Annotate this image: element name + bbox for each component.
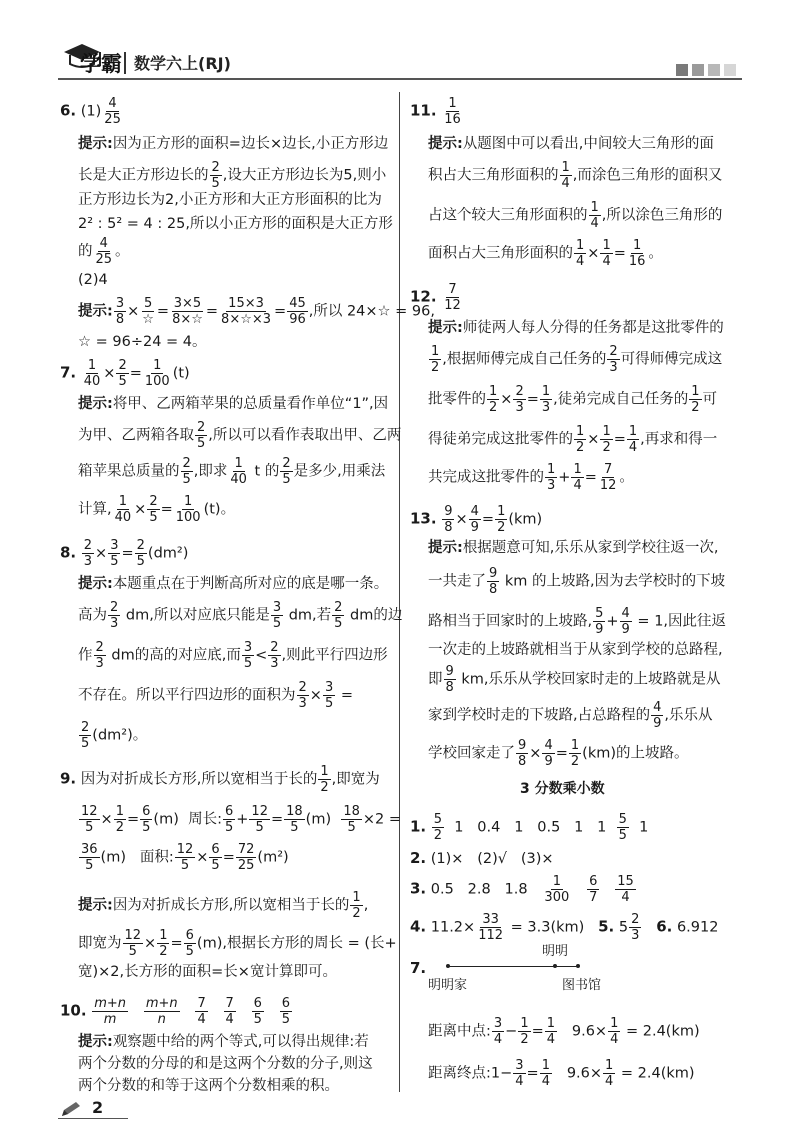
q12-hint-line: 提示:师徒两人每人分得的任务都是这批零件的 (428, 320, 724, 336)
map-label-library: 图书馆 (562, 978, 602, 993)
q6-part2-answer: (2)4 (78, 272, 108, 288)
q11-answer: 11. $\frac{1}{16}$ (410, 96, 461, 127)
q13-answer: 13. $\frac{9}{8}$ × $\frac{4}{9}$ = $\frac{1}{2}$ (km) (410, 504, 543, 535)
q10-hint-line: 两个分数的和等于这两个分数相乘的积。 (78, 1078, 339, 1094)
q6-hint-line: 提示:因为正方形的面积=边长×边长,小正方形边 (78, 136, 389, 152)
q12-hint-line: 批零件的 $\frac{1}{2}$ × $\frac{2}{3}$ = $\frac{1}{3}$ ,徒弟完成自己任务的 $\frac{1}{2}$ 可 (428, 384, 718, 415)
q7-answer: 7. $\frac{1}{40}$ × $\frac{2}{5}$ = $\frac{1}{100}$ (t) (60, 358, 190, 389)
map-label-home: 明明家 (428, 978, 468, 993)
s1-answer: 1. $\frac{5}{2}$ 1 0.4 1 0.5 1 1 $\frac{5}{5}$ 1 (410, 812, 649, 843)
q13-hint-line: 即 $\frac{9}{8}$ km,乐乐从学校回家时走的上坡路就是从 (428, 664, 721, 695)
q9-hint-line: 即宽为 $\frac{12}{5}$ × $\frac{1}{2}$ = $\frac{6}{5}$ (m),根据长方形的周长 = (长+ (78, 928, 397, 959)
q13-hint-line: 一次走的上坡路就相当于从家到学校的总路程, (428, 642, 723, 658)
footer-rule (58, 1118, 128, 1119)
q13-hint-line: 路相当于回家时的上坡路, $\frac{5}{9}$ + $\frac{4}{9}$ = 1,因此往返 (428, 606, 727, 637)
q12-answer: 12. $\frac{7}{12}$ (410, 282, 461, 313)
map-label-mingming: 明明 (542, 944, 569, 959)
q8-hint-line: 提示:本题重点在于判断高所对应的底是哪一条。 (78, 576, 389, 592)
q9-hint-line: 宽)×2,长方形的面积=长×宽计算即可。 (78, 964, 337, 980)
q7-hint-line: 为甲、乙两箱各取 $\frac{2}{5}$ ,所以可以看作表取出甲、乙两 (78, 420, 402, 451)
q11-hint-line: 面积占大三角形面积的 $\frac{1}{4}$ × $\frac{1}{4}$ = $\frac{1}{16}$ 。 (428, 238, 663, 269)
s3-answer: 3. 0.5 2.8 1.8 $\frac{1}{300}$ $\frac{6}{7}$ $\frac{15}{4}$ (410, 874, 634, 905)
header-decor-square (708, 64, 720, 76)
map-point-home (446, 964, 450, 968)
header-separator (124, 52, 126, 74)
q6-hint-line: 2² : 5² = 4 : 25,所以小正方形的面积是大正方形 (78, 216, 393, 232)
section-title: 3 分数乘小数 (520, 781, 605, 797)
header-decor-square (692, 64, 704, 76)
q13-hint-line: 提示:根据题意可知,乐乐从家到学校往返一次, (428, 540, 719, 556)
header-decor-square (724, 64, 736, 76)
q12-hint-line: 得徒弟完成这批零件的 $\frac{1}{2}$ × $\frac{1}{2}$ = $\frac{1}{4}$ ,再求和得一 (428, 424, 718, 455)
q11-hint-line: 提示:从题图中可以看出,中间较大三角形的面 (428, 136, 714, 152)
q7-hint-line: 提示:将甲、乙两箱苹果的总质量看作单位“1”,因 (78, 396, 389, 412)
book-title: 数学六上(RJ) (134, 54, 231, 73)
q6-hint-line: 正方形边长为2,小正方形和大正方形面积的比为 (78, 192, 382, 208)
q9-answer-line: $\frac{12}{5}$ × $\frac{1}{2}$ = $\frac{6}{5}$ (m) 周长: $\frac{6}{5}$ + $\frac{12}{5}$ = $\frac{18}{5}$ (m) $\frac{18}{5}$ ×2 = (81, 804, 402, 835)
column-divider (399, 92, 400, 1092)
q8-hint-line: 不存在。所以平行四边形的面积为 $\frac{2}{3}$ × $\frac{3}{5}$ = (78, 680, 353, 711)
q11-hint-line: 占这个较大三角形面积的 $\frac{1}{4}$ ,所以涂色三角形的 (428, 200, 723, 231)
q6-hint-line: ☆ = 96÷24 = 4。 (78, 334, 207, 350)
q13-hint-line: 家到学校时走的下坡路,占总路程的 $\frac{4}{9}$ ,乐乐从 (428, 700, 713, 731)
q6-hint-line: 长是大正方形边长的 $\frac{2}{5}$ ,设大正方形边长为5,则小 (78, 160, 387, 191)
map-line (448, 966, 578, 967)
s2-answer: 2. (1)× (2)√ (3)× (410, 849, 554, 867)
q10-hint-line: 两个分数的分母的和是这两个分数的分子,则这 (78, 1056, 373, 1072)
q7-hint-line: 箱苹果总质量的 $\frac{2}{5}$ ,即求 $\frac{1}{40}$ t 的 $\frac{2}{5}$ 是多少,用乘法 (78, 456, 386, 487)
pencil-icon (60, 1100, 86, 1118)
map-point-library (576, 964, 580, 968)
q10-answer: 10. $\frac{m+n}{m}$ $\frac{m+n}{n}$ $\frac{7}{4}$ $\frac{7}{4}$ $\frac{6}{5}$ $\frac{6}{5}$ (60, 996, 291, 1027)
s7-number: 7. (410, 959, 427, 977)
q9-answer: 9. 因为对折成长方形,所以宽相当于长的 $\frac{1}{2}$ ,即宽为 (60, 764, 380, 795)
header-decor-square (676, 64, 688, 76)
brand-name: 学霸 (80, 52, 122, 76)
q8-answer: 8. $\frac{2}{3}$ × $\frac{3}{5}$ = $\frac{2}{5}$ (dm²) (60, 538, 189, 569)
q10-hint-line: 提示:观察题中给的两个等式,可以得出规律:若 (78, 1034, 369, 1050)
s7-mid-distance: 距离中点: $\frac{3}{4}$ − $\frac{1}{2}$ = $\frac{1}{4}$ 9.6× $\frac{1}{4}$ = 2.4(km) (428, 1016, 700, 1047)
q13-hint-line: 一共走了 $\frac{9}{8}$ km 的上坡路,因为去学校时的下坡 (428, 566, 726, 597)
q13-hint-line: 学校回家走了 $\frac{9}{8}$ × $\frac{4}{9}$ = $\frac{1}{2}$ (km)的上坡路。 (428, 738, 689, 769)
q7-hint-line: 计算, $\frac{1}{40}$ × $\frac{2}{5}$ = $\frac{1}{100}$ (t)。 (78, 494, 236, 525)
q12-hint-line: 共完成这批零件的 $\frac{1}{3}$ + $\frac{1}{4}$ = $\frac{7}{12}$ 。 (428, 462, 634, 493)
q8-hint-line: 作 $\frac{2}{3}$ dm的高的对应底,而 $\frac{3}{5}$ < $\frac{2}{3}$ ,则此平行四边形 (78, 640, 388, 671)
map-point-mingming (553, 964, 557, 968)
q8-hint-line: $\frac{2}{5}$ (dm²)。 (81, 720, 148, 751)
s4-answer: 4. 11.2× $\frac{33}{112}$ = 3.3(km) 5. 5 $\frac{2}{3}$ 6. 6.912 (410, 912, 719, 943)
q12-hint-line: $\frac{1}{2}$ ,根据师傅完成自己任务的 $\frac{2}{3}$ 可得师傅完成这 (431, 344, 723, 375)
header-rule (58, 78, 742, 80)
s7-end-distance: 距离终点:1− $\frac{3}{4}$ = $\frac{1}{4}$ 9.6× $\frac{1}{4}$ = 2.4(km) (428, 1058, 695, 1089)
q9-answer-line: $\frac{36}{5}$ (m) 面积: $\frac{12}{5}$ × $\frac{6}{5}$ = $\frac{72}{25}$ (m²) (81, 842, 289, 873)
page-number: 2 (92, 1098, 104, 1117)
q6-answer: 6. (1) $\frac{4}{25}$ (60, 96, 121, 127)
q8-hint-line: 高为 $\frac{2}{3}$ dm,所以对应底只能是 $\frac{3}{5}$ dm,若 $\frac{2}{5}$ dm的边 (78, 600, 403, 631)
q11-hint-line: 积占大三角形面积的 $\frac{1}{4}$ ,而涂色三角形的面积又 (428, 160, 723, 191)
q9-hint-line: 提示:因为对折成长方形,所以宽相当于长的 $\frac{1}{2}$ , (78, 890, 369, 921)
q6-hint-line: 提示: $\frac{3}{8}$ × $\frac{5}{☆}$ = $\frac{3\times 5}{8\times☆}$ = $\frac{15\times 3}{8\times☆\times 3}$ = $\frac{45}{96}$ ,所以 24×☆ = 96, (78, 296, 435, 327)
q6-hint-line: 的 $\frac{4}{25}$ 。 (78, 236, 130, 267)
